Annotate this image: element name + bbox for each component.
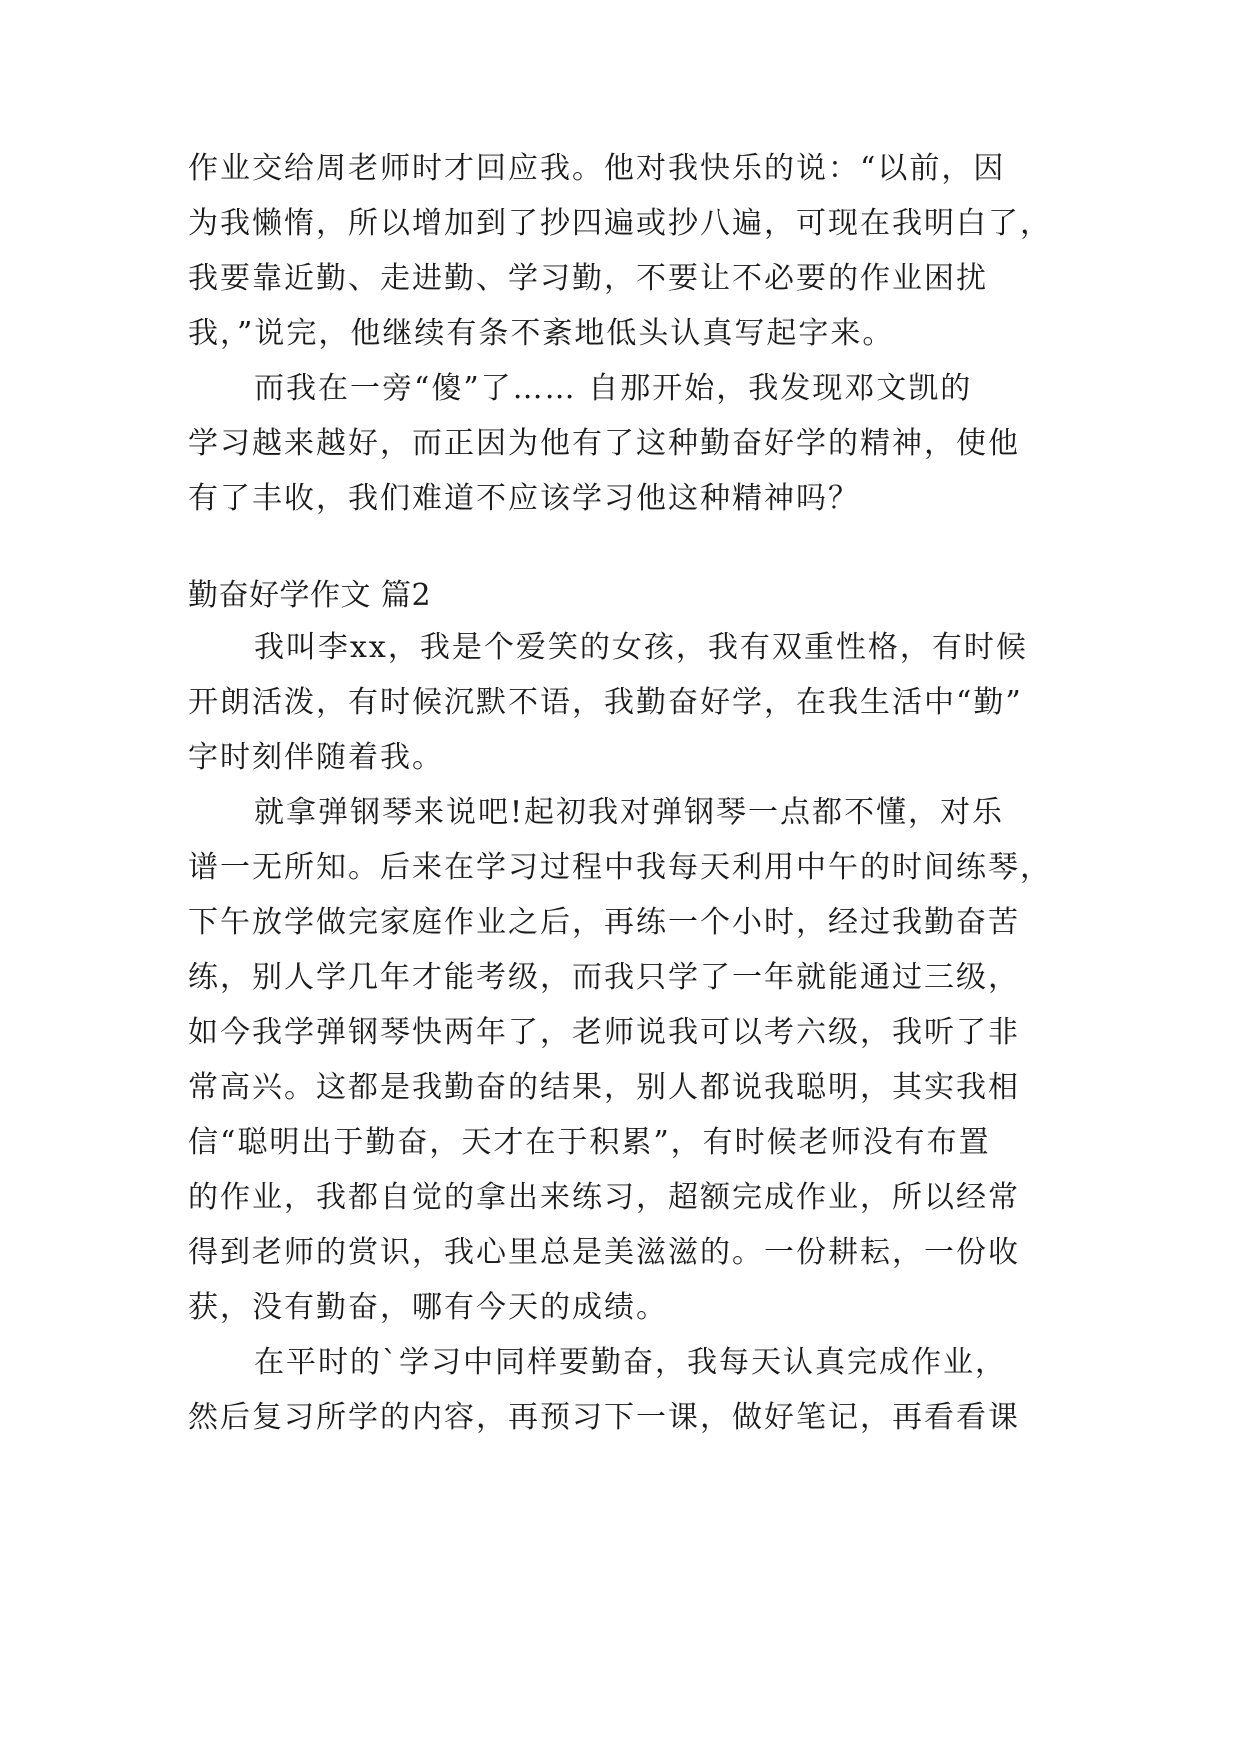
section-heading: 勤奋好学作文 篇2 [188, 578, 432, 613]
text-line: 如今我学弹钢琴快两年了，老师说我可以考六级，我听了非 [188, 1015, 1020, 1050]
text-line: 开朗活泼，有时候沉默不语，我勤奋好学，在我生活中“勤” [188, 685, 1023, 720]
text-line: 谱一无所知。后来在学习过程中我每天利用中午的时间练琴， [188, 850, 1052, 885]
text-line: 常高兴。这都是我勤奋的结果，别人都说我聪明，其实我相 [188, 1070, 1020, 1105]
text-line: 就拿弹钢琴来说吧!起初我对弹钢琴一点都不懂，对乐 [254, 795, 1005, 830]
text-line: 得到老师的赏识，我心里总是美滋滋的。一份耕耘，一份收 [188, 1235, 1020, 1270]
text-line: 我，”说完，他继续有条不紊地低头认真写起字来。 [188, 316, 895, 351]
text-line: 然后复习所学的内容，再预习下一课，做好笔记，再看看课 [188, 1400, 1020, 1435]
text-line: 而我在一旁“傻”了…… 自那开始，我发现邓文凯的 [254, 371, 973, 406]
text-line: 我要靠近勤、走进勤、学习勤，不要让不必要的作业困扰 [188, 261, 988, 296]
text-line: 我叫李xx，我是个爱笑的女孩，我有双重性格，有时候 [254, 630, 1028, 665]
text-line: 信“聪明出于勤奋，天才在于积累”，有时候老师没有布置 [188, 1125, 991, 1160]
text-line: 为我懒惰，所以增加到了抄四遍或抄八遍，可现在我明白了， [188, 206, 1052, 241]
text-line: 有了丰收，我们难道不应该学习他这种精神吗？ [188, 481, 860, 516]
text-line: 下午放学做完家庭作业之后，再练一个小时，经过我勤奋苦 [188, 905, 1020, 940]
text-line: 学习越来越好，而正因为他有了这种勤奋好学的精神，使他 [188, 426, 1020, 461]
text-line: 在平时的`学习中同样要勤奋，我每天认真完成作业， [254, 1345, 1007, 1380]
text-line: 练，别人学几年才能考级，而我只学了一年就能通过三级， [188, 960, 1020, 995]
text-line: 的作业，我都自觉的拿出来练习，超额完成作业，所以经常 [188, 1180, 1020, 1215]
text-line: 字时刻伴随着我。 [188, 740, 444, 775]
text-line: 作业交给周老师时才回应我。他对我快乐的说：“以前，因 [188, 151, 1006, 186]
text-line: 获，没有勤奋，哪有今天的成绩。 [188, 1290, 668, 1325]
